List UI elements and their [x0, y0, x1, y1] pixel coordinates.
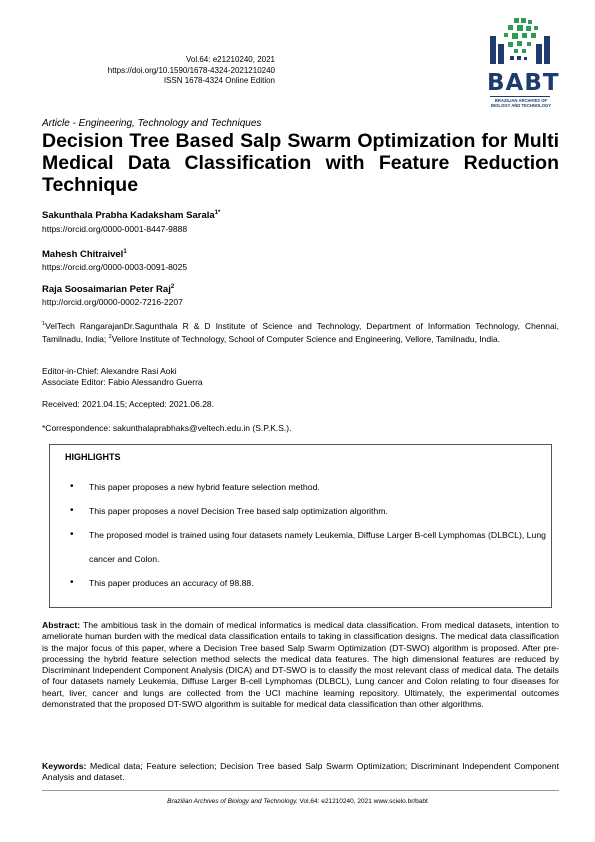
keywords-label: Keywords:	[42, 761, 87, 771]
author-3-name: Raja Soosaimarian Peter Raj	[42, 284, 171, 296]
author-1-name: Sakunthala Prabha Kadaksham Sarala	[42, 210, 215, 222]
journal-issn: ISSN 1678-4324 Online Edition	[163, 76, 275, 85]
journal-volume: Vol.64: e21210240, 2021	[186, 55, 275, 64]
highlight-item: • This paper proposes a novel Decision Tree based salp optimization algorithm.	[78, 499, 546, 523]
highlights-box	[49, 444, 552, 608]
page-footer	[0, 798, 595, 805]
dates: Received: 2021.04.15; Accepted: 2021.06.28.	[42, 399, 215, 409]
article-category: Article - Engineering, Technology and Techniques	[42, 118, 262, 129]
author-1-sup: 1*	[214, 210, 221, 216]
journal-info	[35, 55, 275, 87]
highlight-item: • This paper produces an accuracy of 98.88.	[78, 571, 546, 595]
abstract-label: Abstract:	[42, 620, 81, 630]
journal-doi[interactable]: https://doi.org/10.1590/1678-4324-2021210240	[107, 65, 275, 75]
highlights-title: HIGHLIGHTS	[65, 452, 121, 462]
affiliations	[42, 319, 559, 346]
author-3	[42, 284, 174, 295]
paper-title: Decision Tree Based Salp Swarm Optimization for Multi Medical Data Classification with Feature Reduction Technique	[42, 130, 559, 196]
author-1-orcid[interactable]: https://orcid.org/0000-0001-8447-9888	[42, 224, 188, 234]
highlights-list	[78, 475, 546, 595]
babt-logo	[484, 16, 558, 116]
logo-subtitle: BRAZILIAN ARCHIVES OF BIOLOGY AND TECHNOLOGY	[490, 98, 552, 108]
associate-editor: Associate Editor: Fabio Alessandro Guerra	[42, 376, 203, 387]
abstract-text: The ambitious task in the domain of medical informatics is medical data classification. From medical datasets, intention to ameliorate human burden with the medical data classification entails to taking in classification designs. The medical data classification is the major focus of this paper, where a Decision Tree based Salp Swarm Optimization (DT-SWO) algorithm is proposed. After pre-processing the hybrid feature selection method selects the medical data features. The high dimensional features are reduced by Discriminant Independent Component Analysis (DICA) and DT-SWO is to classify the most relevant class of medical data. The details of four datasets namely Leukemia, Diffuse Larger B-cell Lymphomas (DLBCL), Lung cancer and Colon relating to four diseases for heart, liver, cancer and lungs are collected from the UCI machine learning repository. Ultimately, the experimental outcomes demonstrated that the proposed DT-SWO algorithm is suitable for medical data classification than other algorithms.	[42, 620, 559, 710]
affiliation-sup-2: 2	[108, 334, 112, 341]
author-2	[42, 249, 127, 260]
author-3-sup: 2	[170, 284, 175, 290]
abstract	[42, 620, 559, 710]
author-1	[42, 210, 220, 221]
keywords	[42, 761, 559, 784]
dna-pixel-icon	[484, 16, 558, 72]
footer-divider	[42, 790, 559, 791]
author-2-orcid[interactable]: https://orcid.org/0000-0003-0091-8025	[42, 262, 188, 272]
author-2-sup: 1	[123, 249, 127, 255]
logo-wordmark: BABT	[487, 70, 560, 96]
affiliation-2: Vellore Institute of Technology, School of Computer Science and Engineering, Vellore, Tamilnadu, India.	[111, 334, 501, 345]
footer-journal: Brazilian Archives of Biology and Technology.	[167, 798, 298, 805]
author-2-name: Mahesh Chitraivel	[42, 249, 124, 261]
affiliation-1: VelTech RangarajanDr.Sagunthala R & D Institute of Science and Technology, Department of Information Technology, Chennai, Tamilnadu, India;	[42, 320, 559, 345]
keywords-text: Medical data; Feature selection; Decision Tree based Salp Swarm Optimization; Discriminant Independent Component Analysis and dataset.	[42, 761, 559, 783]
editor-in-chief: Editor-in-Chief: Alexandre Rasi Aoki	[42, 366, 177, 376]
author-3-orcid[interactable]: http://orcid.org/0000-0002-7216-2207	[42, 297, 183, 307]
correspondence: *Correspondence: sakunthalaprabhaks@veltech.edu.in (S.P.K.S.).	[42, 423, 292, 433]
editors	[42, 366, 203, 387]
footer-info[interactable]: Vol.64: e21210240, 2021 www.scielo.br/babt	[297, 798, 428, 805]
affiliation-sup-1: 1	[42, 321, 46, 327]
highlight-item: • The proposed model is trained using four datasets namely Leukemia, Diffuse Larger B-cell Lymphomas (DLBCL), Lung cancer and Colon.	[78, 523, 546, 571]
highlight-item: • This paper proposes a new hybrid feature selection method.	[78, 475, 546, 499]
logo-rule	[490, 96, 550, 97]
